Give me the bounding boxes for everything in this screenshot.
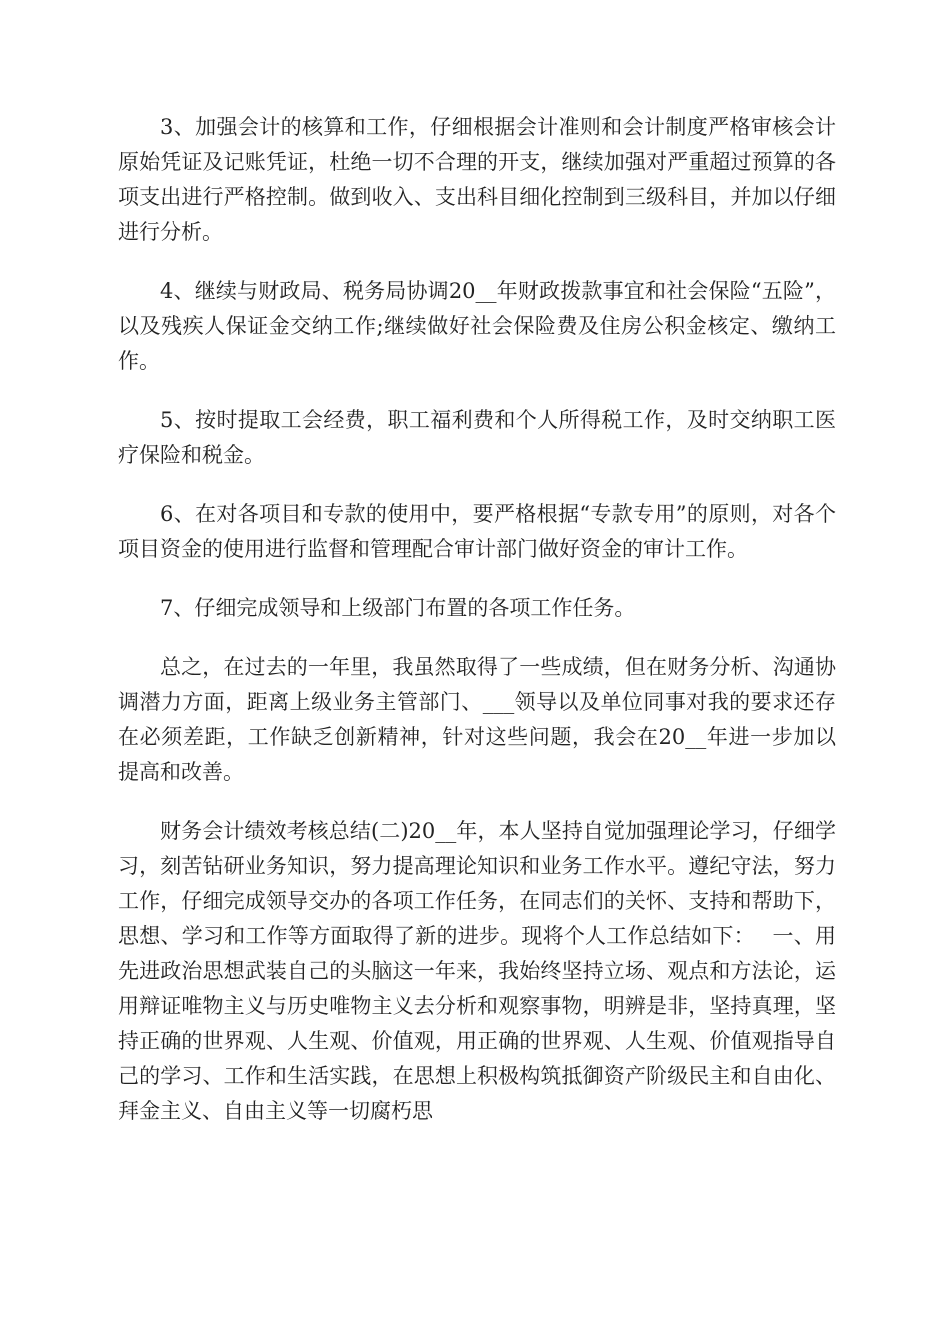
- paragraph-item-6: 6、在对各项目和专款的使用中，要严格根据“专款专用”的原则，对各个项目资金的使用进行监督和管理配合审计部门做好资金的审计工作。: [118, 502, 836, 561]
- paragraph-summary: 总之，在过去的一年里，我虽然取得了一些成绩，但在财务分析、沟通协调潜力方面，距离上级业务主管部门、___领导以及单位同事对我的要求还存在必须差距，工作缺乏创新精神，针对这些问题，我会在20__年进一步加以提高和改善。: [118, 655, 836, 784]
- paragraph-item-7: 7、仔细完成领导和上级部门布置的各项工作任务。: [160, 596, 636, 620]
- paragraph-item-3: 3、加强会计的核算和工作，仔细根据会计准则和会计制度严格审核会计原始凭证及记账凭证，杜绝一切不合理的开支，继续加强对严重超过预算的各项支出进行严格控制。做到收入、支出科目细化控制到三级科目，并加以仔细进行分析。: [118, 115, 836, 244]
- paragraph-item-5: 5、按时提取工会经费，职工福利费和个人所得税工作，及时交纳职工医疗保险和税金。: [118, 408, 836, 467]
- paragraph-item-4: 4、继续与财政局、税务局协调20__年财政拨款事宜和社会保险“五险”，以及残疾人保证金交纳工作;继续做好社会保险费及住房公积金核定、缴纳工作。: [118, 279, 836, 373]
- paragraph-second-summary: 财务会计绩效考核总结(二)20__年，本人坚持自觉加强理论学习，仔细学习，刻苦钻研业务知识，努力提高理论知识和业务工作水平。遵纪守法，努力工作，仔细完成领导交办的各项工作任务，在同志们的关怀、支持和帮助下，思想、学习和工作等方面取得了新的进步。现将个人工作总结如下： 一、用先进政治思想武装自己的头脑这一年来，我始终坚持立场、观点和方法论，运用辩证唯物主义与历史唯物主义去分析和观察事物，明辨是非，坚持真理，坚持正确的世界观、人生观、价值观，用正确的世界观、人生观、价值观指导自己的学习、工作和生活实践，在思想上积极构筑抵御资产阶级民主和自由化、拜金主义、自由主义等一切腐朽思: [118, 819, 836, 1123]
- document-body: [118, 110, 836, 1153]
